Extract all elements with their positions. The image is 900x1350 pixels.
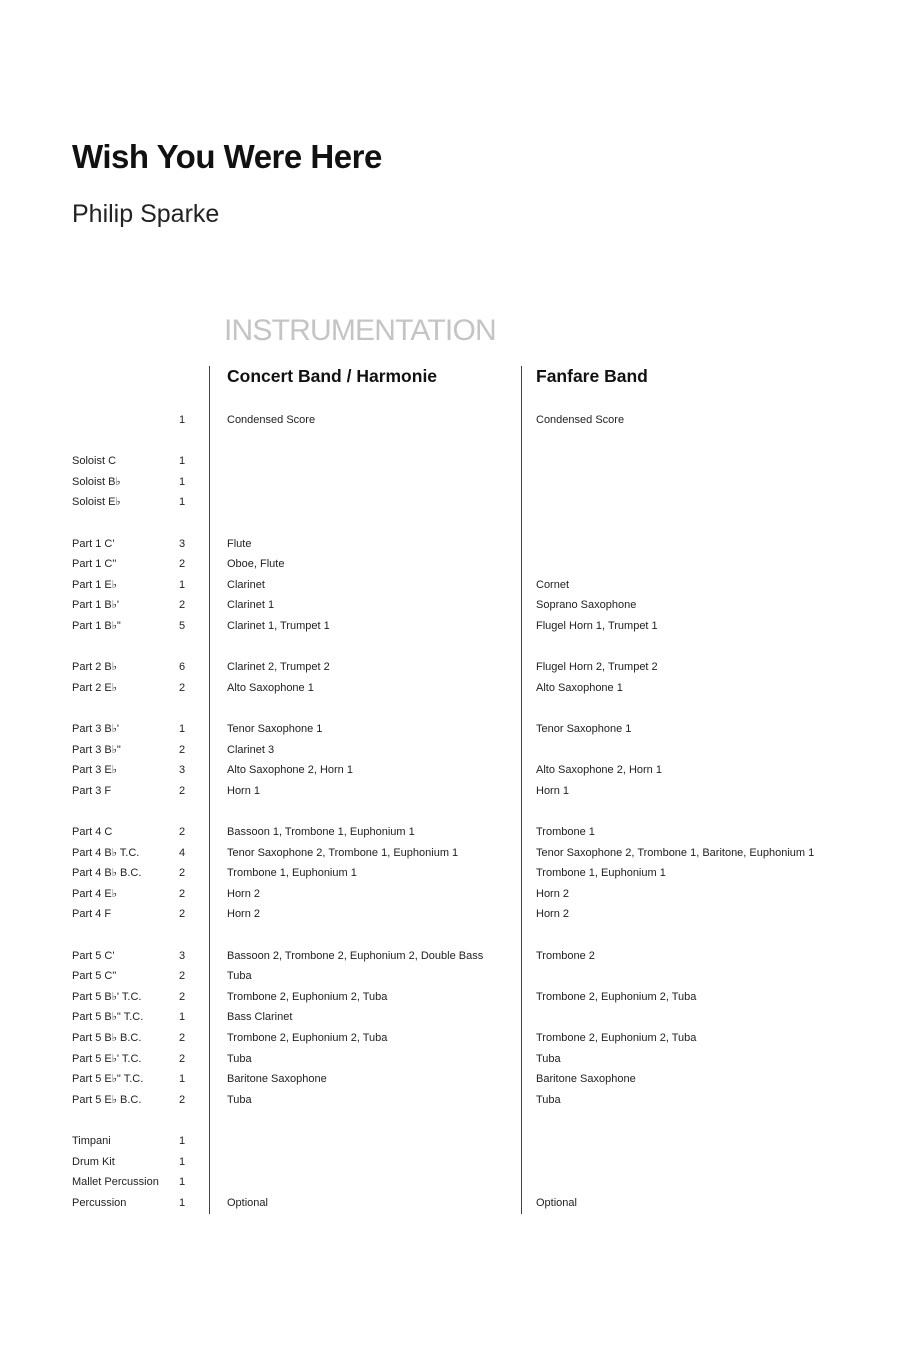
table-row (0, 846, 900, 866)
part-quantity: 2 (178, 908, 186, 920)
instrumentation-heading: INSTRUMENTATION (224, 314, 496, 347)
part-quantity: 3 (178, 764, 186, 776)
concert-instruments: Bass Clarinet (227, 1011, 293, 1023)
fanfare-instruments: Flugel Horn 2, Trumpet 2 (536, 661, 658, 673)
concert-instruments: Oboe, Flute (227, 558, 285, 570)
concert-instruments: Trombone 1, Euphonium 1 (227, 867, 357, 879)
part-quantity: 1 (178, 414, 186, 426)
table-row (0, 1155, 900, 1175)
part-name: Part 2 E♭ (72, 682, 117, 694)
fanfare-instruments: Baritone Saxophone (536, 1073, 636, 1085)
part-quantity: 2 (178, 682, 186, 694)
fanfare-instruments: Optional (536, 1197, 577, 1209)
part-quantity: 1 (178, 1156, 186, 1168)
part-quantity: 2 (178, 888, 186, 900)
fanfare-instruments: Alto Saxophone 2, Horn 1 (536, 764, 662, 776)
part-name: Part 2 B♭ (72, 661, 117, 673)
part-quantity: 1 (178, 723, 186, 735)
part-quantity: 2 (178, 1032, 186, 1044)
part-quantity: 2 (178, 1094, 186, 1106)
part-quantity: 1 (178, 1011, 186, 1023)
table-row (0, 495, 900, 515)
table-row (0, 825, 900, 845)
part-name: Percussion (72, 1197, 127, 1209)
part-name: Part 3 E♭ (72, 764, 117, 776)
concert-instruments: Tuba (227, 970, 252, 982)
concert-instruments: Trombone 2, Euphonium 2, Tuba (227, 1032, 388, 1044)
part-name: Part 3 B♭' (72, 723, 120, 735)
part-quantity: 1 (178, 496, 186, 508)
concert-instruments: Clarinet 3 (227, 744, 275, 756)
table-row (0, 907, 900, 927)
part-name: Part 4 E♭ (72, 888, 117, 900)
part-quantity: 1 (178, 455, 186, 467)
part-name: Part 1 B♭" (72, 620, 121, 632)
fanfare-instruments: Tuba (536, 1053, 561, 1065)
table-row (0, 537, 900, 557)
concert-instruments: Clarinet 2, Trumpet 2 (227, 661, 330, 673)
part-quantity: 1 (178, 1073, 186, 1085)
fanfare-instruments: Tuba (536, 1094, 561, 1106)
fanfare-instruments: Tenor Saxophone 1 (536, 723, 632, 735)
table-row (0, 1175, 900, 1195)
concert-instruments: Alto Saxophone 1 (227, 682, 314, 694)
concert-instruments: Horn 2 (227, 908, 261, 920)
part-name: Part 5 E♭ B.C. (72, 1094, 142, 1106)
fanfare-band-heading: Fanfare Band (536, 366, 648, 386)
concert-instruments: Tenor Saxophone 2, Trombone 1, Euphonium 1 (227, 847, 459, 859)
fanfare-instruments: Trombone 1, Euphonium 1 (536, 867, 666, 879)
part-quantity: 2 (178, 558, 186, 570)
concert-instruments: Bassoon 2, Trombone 2, Euphonium 2, Double Bass (227, 950, 484, 962)
fanfare-instruments: Trombone 2, Euphonium 2, Tuba (536, 1032, 697, 1044)
part-quantity: 2 (178, 991, 186, 1003)
table-row (0, 681, 900, 701)
concert-instruments: Tuba (227, 1094, 252, 1106)
part-name: Part 5 C' (72, 950, 115, 962)
part-name: Part 1 E♭ (72, 579, 117, 591)
concert-instruments: Condensed Score (227, 414, 316, 426)
table-row (0, 1052, 900, 1072)
fanfare-instruments: Horn 1 (536, 785, 570, 797)
piece-title: Wish You Were Here (72, 138, 382, 175)
part-name: Part 3 F (72, 785, 112, 797)
part-quantity: 2 (178, 599, 186, 611)
concert-band-heading: Concert Band / Harmonie (227, 366, 438, 386)
part-name: Part 4 B♭ B.C. (72, 867, 142, 879)
fanfare-instruments: Trombone 2, Euphonium 2, Tuba (536, 991, 697, 1003)
table-row (0, 763, 900, 783)
table-row (0, 619, 900, 639)
part-quantity: 2 (178, 867, 186, 879)
concert-instruments: Tuba (227, 1053, 252, 1065)
table-row (0, 1031, 900, 1051)
part-name: Soloist E♭ (72, 496, 121, 508)
part-name: Drum Kit (72, 1156, 115, 1168)
part-quantity: 2 (178, 785, 186, 797)
part-name: Part 4 C (72, 826, 113, 838)
concert-instruments: Horn 2 (227, 888, 261, 900)
concert-instruments: Clarinet 1 (227, 599, 275, 611)
part-quantity: 2 (178, 826, 186, 838)
table-row (0, 722, 900, 742)
part-name: Mallet Percussion (72, 1176, 159, 1188)
part-quantity: 2 (178, 970, 186, 982)
part-name: Soloist B♭ (72, 476, 121, 488)
part-quantity: 5 (178, 620, 186, 632)
fanfare-instruments: Trombone 2 (536, 950, 595, 962)
concert-instruments: Tenor Saxophone 1 (227, 723, 323, 735)
table-row (0, 949, 900, 969)
part-name: Part 3 B♭" (72, 744, 121, 756)
table-row (0, 454, 900, 474)
concert-instruments: Flute (227, 538, 252, 550)
part-name: Part 1 C" (72, 558, 117, 570)
part-quantity: 2 (178, 1053, 186, 1065)
table-row (0, 743, 900, 763)
part-name: Part 1 C' (72, 538, 115, 550)
concert-instruments: Bassoon 1, Trombone 1, Euphonium 1 (227, 826, 415, 838)
table-row (0, 969, 900, 989)
part-quantity: 1 (178, 476, 186, 488)
part-name: Part 5 B♭ B.C. (72, 1032, 142, 1044)
concert-instruments: Clarinet 1, Trumpet 1 (227, 620, 330, 632)
table-row (0, 413, 900, 433)
table-row (0, 1196, 900, 1216)
part-name: Part 5 B♭" T.C. (72, 1011, 144, 1023)
part-quantity: 1 (178, 1197, 186, 1209)
table-row (0, 1072, 900, 1092)
part-name: Soloist C (72, 455, 117, 467)
part-quantity: 3 (178, 950, 186, 962)
concert-instruments: Clarinet (227, 579, 265, 591)
fanfare-instruments: Flugel Horn 1, Trumpet 1 (536, 620, 658, 632)
table-row (0, 1093, 900, 1113)
part-quantity: 6 (178, 661, 186, 673)
table-row (0, 866, 900, 886)
table-row (0, 660, 900, 680)
part-quantity: 3 (178, 538, 186, 550)
fanfare-instruments: Cornet (536, 579, 570, 591)
concert-instruments: Alto Saxophone 2, Horn 1 (227, 764, 353, 776)
fanfare-instruments: Soprano Saxophone (536, 599, 637, 611)
part-quantity: 4 (178, 847, 186, 859)
table-row (0, 598, 900, 618)
part-name: Part 5 C" (72, 970, 117, 982)
part-name: Part 5 B♭' T.C. (72, 991, 142, 1003)
fanfare-instruments: Alto Saxophone 1 (536, 682, 623, 694)
concert-instruments: Baritone Saxophone (227, 1073, 327, 1085)
concert-instruments: Horn 1 (227, 785, 261, 797)
fanfare-instruments: Horn 2 (536, 908, 570, 920)
table-row (0, 1010, 900, 1030)
part-quantity: 1 (178, 1176, 186, 1188)
fanfare-instruments: Trombone 1 (536, 826, 595, 838)
table-row (0, 784, 900, 804)
fanfare-instruments: Tenor Saxophone 2, Trombone 1, Baritone, Euphonium 1 (536, 847, 815, 859)
table-row (0, 578, 900, 598)
part-quantity: 1 (178, 579, 186, 591)
table-row (0, 475, 900, 495)
part-name: Part 1 B♭' (72, 599, 120, 611)
table-row (0, 887, 900, 907)
part-name: Part 5 E♭" T.C. (72, 1073, 144, 1085)
table-row (0, 1134, 900, 1154)
part-name: Timpani (72, 1135, 111, 1147)
part-name: Part 5 E♭' T.C. (72, 1053, 142, 1065)
table-row (0, 557, 900, 577)
concert-instruments: Trombone 2, Euphonium 2, Tuba (227, 991, 388, 1003)
part-quantity: 1 (178, 1135, 186, 1147)
part-name: Part 4 B♭ T.C. (72, 847, 140, 859)
table-row (0, 990, 900, 1010)
fanfare-instruments: Horn 2 (536, 888, 570, 900)
fanfare-instruments: Condensed Score (536, 414, 625, 426)
part-quantity: 2 (178, 744, 186, 756)
concert-instruments: Optional (227, 1197, 268, 1209)
part-name: Part 4 F (72, 908, 112, 920)
composer-name: Philip Sparke (72, 200, 220, 228)
